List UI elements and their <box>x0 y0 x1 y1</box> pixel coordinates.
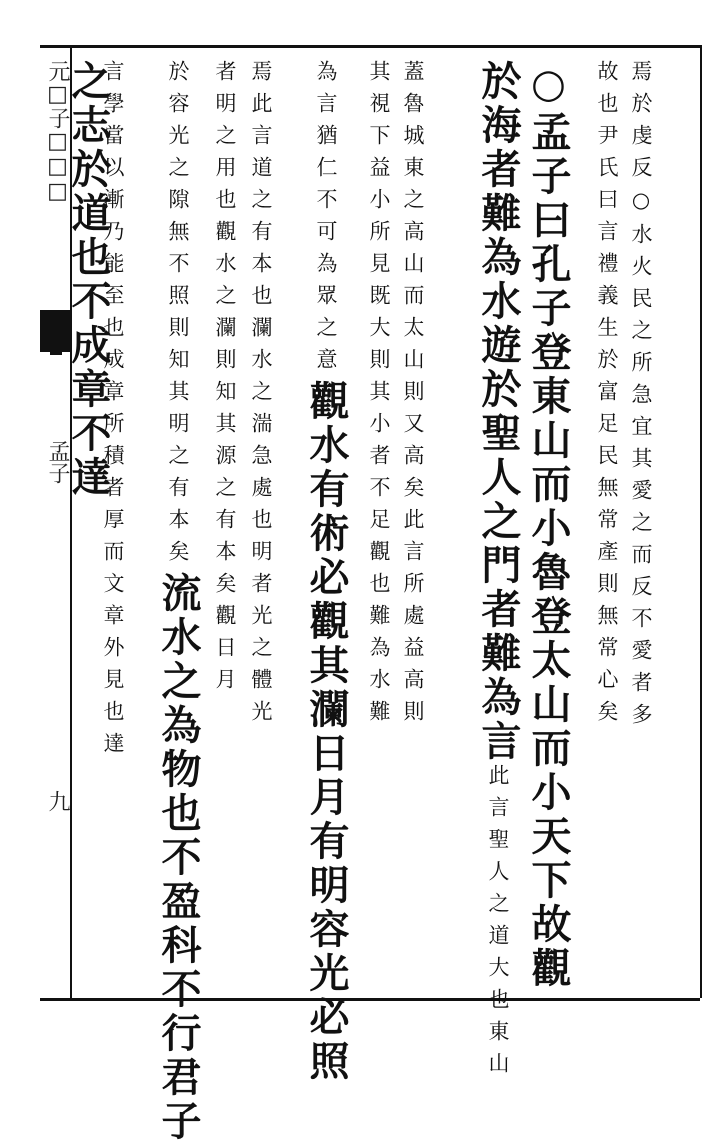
right-border-rule <box>700 45 702 998</box>
main-text: 於海者難為水遊於聖人之門者難為言 <box>475 60 522 764</box>
commentary-column: 故也尹氏曰言禮義生於富足民無常產則無常心矣 <box>595 60 619 732</box>
margin-header: 元□子□□□ <box>45 60 70 204</box>
commentary-column: 其視下益小所見既大則其小者不足觀也難為水難 <box>367 60 391 732</box>
main-text: 觀水有術必觀其瀾日月有明容光必照 <box>303 380 350 1084</box>
main-text-column: 之志於道也不成章不達 <box>65 60 112 500</box>
margin-book-title: 孟子 <box>45 440 70 484</box>
text-column-10 <box>155 60 202 1144</box>
commentary-column: 者明之用也觀水之瀾則知其源之有本矣觀日月 <box>213 60 237 700</box>
margin-page-number: 九 <box>45 790 70 812</box>
margin-tab-mark <box>50 352 62 355</box>
commentary-text: 為言猶仁不可為眾之意 <box>314 60 338 380</box>
text-column-7 <box>303 60 350 1084</box>
main-text: 流水之為物也不盈科不行君子 <box>155 572 202 1144</box>
main-text-column: ○孟子曰孔子登東山而小魯登太山而小天下故觀 <box>525 60 572 991</box>
text-column-4 <box>475 60 522 1084</box>
commentary-text: 於容光之隙無不照則知其明之有本矣 <box>166 60 190 572</box>
commentary-column: 焉於虔反○水火民之所急宜其愛之而反不愛者多 <box>629 60 653 735</box>
commentary-column: 蓋魯城東之高山而太山則又高矣此言所處益高則 <box>401 60 425 732</box>
commentary-column: 焉此言道之有本也瀾水之湍急處也明者光之體光 <box>249 60 273 732</box>
commentary-text: 此言聖人之道大也東山 <box>486 764 510 1084</box>
commentary-column: 言學當以漸乃能至也成章所積者厚而文章外見也達 <box>101 60 125 764</box>
